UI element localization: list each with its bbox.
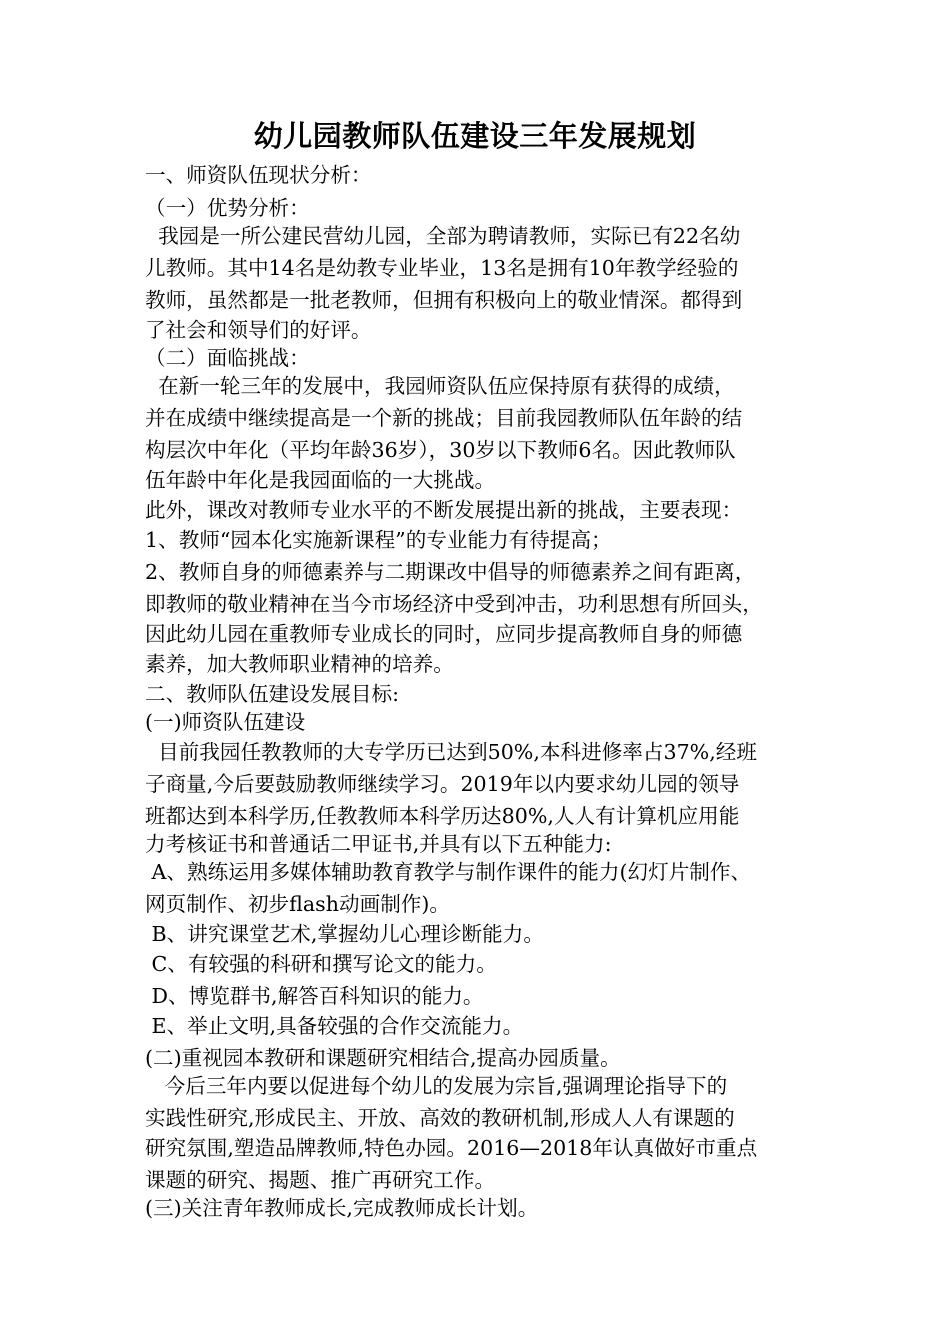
body-line: D、博览群书,解答百科知识的能力。 <box>145 984 484 1008</box>
body-line: 我园是一所公建民营幼儿园，全部为聘请教师，实际已有22名幼 <box>145 224 741 248</box>
body-line: 班都达到本科学历,任教教师本科学历达80%,人人有计算机应用能 <box>145 804 740 828</box>
document-title: 幼儿园教师队伍建设三年发展规划 <box>253 119 697 153</box>
body-line: E、举止文明,具备较强的合作交流能力。 <box>145 1014 524 1038</box>
body-line: 今后三年内要以促进每个幼儿的发展为宗旨,强调理论指导下的 <box>145 1074 728 1098</box>
body-line: 1、教师“园本化实施新课程”的专业能力有待提高； <box>145 528 612 552</box>
body-line: 此外，课改对教师专业水平的不断发展提出新的挑战，主要表现： <box>145 498 743 522</box>
body-line: (三)关注青年教师成长,完成教师成长计划。 <box>145 1196 539 1220</box>
body-line: 2、教师自身的师德素养与二期课改中倡导的师德素养之间有距离， <box>145 560 756 584</box>
body-line: 了社会和领导们的好评。 <box>145 318 372 342</box>
body-line: 并在成绩中继续提高是一个新的挑战；目前我园教师队伍年龄的结 <box>145 406 743 430</box>
body-line: 因此幼儿园在重教师专业成长的同时，应同步提高教师自身的师德 <box>145 622 743 646</box>
body-line: 即教师的敬业精神在当今市场经济中受到冲击，功利思想有所回头， <box>145 592 763 616</box>
body-line: C、有较强的科研和撰写论文的能力。 <box>145 952 497 976</box>
body-line: 素养，加大教师职业精神的培养。 <box>145 652 454 676</box>
body-line: 子商量,今后要鼓励教师继续学习。2019年以内要求幼儿园的领导 <box>145 772 740 796</box>
body-line: 伍年龄中年化是我园面临的一大挑战。 <box>145 468 496 492</box>
body-line: (二)重视园本教研和课题研究相结合,提高办园质量。 <box>145 1046 621 1070</box>
body-line: (一)师资队伍建设 <box>145 710 306 734</box>
body-line: 一、师资队伍现状分析： <box>145 163 372 187</box>
body-line: 目前我园任教教师的大专学历已达到50%,本科进修率占37%,经班 <box>145 740 757 764</box>
body-line: 构层次中年化（平均年龄36岁），30岁以下教师6名。因此教师队 <box>145 438 736 462</box>
body-line: 二、教师队伍建设发展目标: <box>145 682 400 706</box>
body-line: 教师，虽然都是一批老教师，但拥有积极向上的敬业情深。都得到 <box>145 288 743 312</box>
body-line: 力考核证书和普通话二甲证书,并具有以下五种能力: <box>145 832 612 856</box>
body-line: B、讲究课堂艺术,掌握幼儿心理诊断能力。 <box>145 922 544 946</box>
body-line: 研究氛围,塑造品牌教师,特色办园。2016—2018年认真做好市重点 <box>145 1136 758 1160</box>
body-line: （一）优势分析： <box>145 196 310 220</box>
body-line: A、熟练运用多媒体辅助教育教学与制作课件的能力(幻灯片制作、 <box>145 860 752 884</box>
body-line: 儿教师。其中14名是幼教专业毕业，13名是拥有10年教学经验的 <box>145 256 739 280</box>
body-line: 实践性研究,形成民主、开放、高效的教研机制,形成人人有课题的 <box>145 1106 735 1130</box>
body-line: 网页制作、初步flash动画制作)。 <box>145 892 451 916</box>
body-line: 课题的研究、揭题、推广再研究工作。 <box>145 1168 496 1192</box>
body-line: （二）面临挑战： <box>145 346 310 370</box>
body-line: 在新一轮三年的发展中，我园师资队伍应保持原有获得的成绩， <box>145 374 735 398</box>
